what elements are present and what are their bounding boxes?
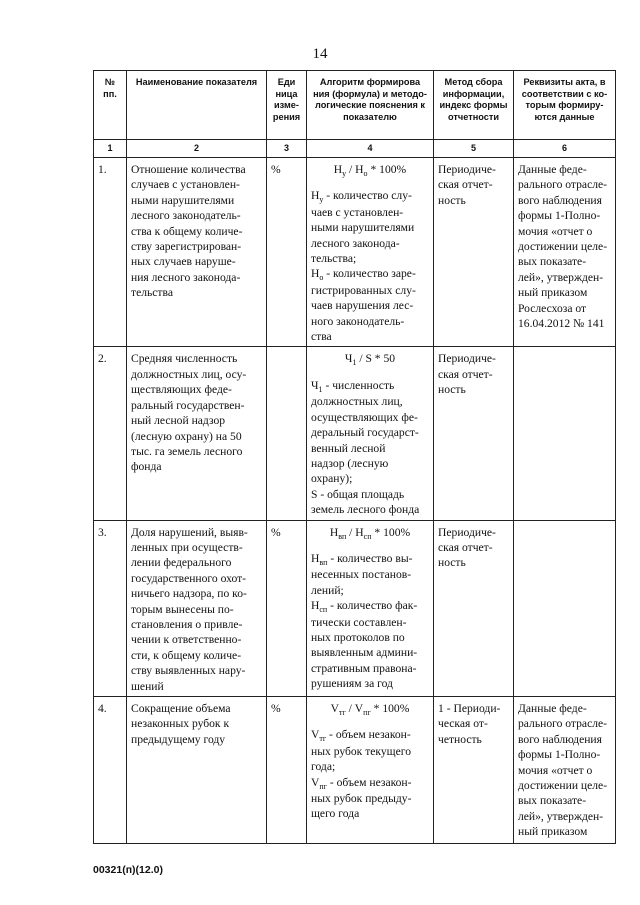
text-line: ность — [438, 383, 466, 397]
explanation-line — [311, 266, 429, 282]
text-line: ный приказом — [518, 286, 588, 300]
indicator-name — [127, 347, 267, 520]
explanation-text: - численность — [322, 378, 395, 392]
text-line: Данные феде- — [518, 163, 587, 176]
header-cell — [127, 71, 267, 140]
row-number: 4. — [94, 697, 127, 844]
text-line: информации, — [442, 88, 505, 99]
explanation-text: осуществляющих фе- — [311, 410, 418, 424]
explanation-text: - объем незакон- — [326, 728, 411, 742]
text-line: предыдущему году — [131, 732, 226, 746]
header-cell — [307, 71, 434, 140]
text-line: ных случаев наруше- — [131, 255, 236, 269]
algorithm-cell — [307, 347, 434, 520]
explanation-text: стративным правона- — [311, 661, 417, 675]
text-line: фонда — [131, 460, 162, 474]
formula-operator: / V — [345, 702, 364, 715]
column-number-row — [94, 140, 616, 158]
page-number: 14 — [312, 46, 328, 62]
variable-subscript: тг — [319, 734, 327, 744]
indicator-name — [127, 158, 267, 347]
formula-subscript: у — [342, 169, 347, 178]
text-line: рения — [272, 111, 301, 122]
explanation-text: ными нарушителями — [311, 221, 415, 235]
explanation-text: рушениям за год — [311, 677, 393, 691]
explanation-text: - количество фак- — [327, 599, 418, 613]
formula-operator: / Н — [346, 525, 364, 539]
text-line: тельства — [131, 286, 173, 300]
method-cell — [434, 347, 514, 520]
header-row — [94, 71, 616, 140]
text-line: ничьего надзора, по ко- — [131, 587, 247, 601]
algorithm-cell — [307, 520, 434, 696]
text-line: Данные феде- — [518, 702, 587, 715]
text-line: ленных при осуществ- — [131, 540, 243, 554]
explanation-line — [311, 645, 429, 660]
text-line: Реквизиты акта, в — [523, 77, 606, 87]
formula-symbol: Н — [329, 525, 339, 539]
formula-tail: * 100% — [367, 163, 407, 176]
unit-cell: % — [267, 697, 307, 844]
table-row — [94, 520, 616, 696]
text-line: отчетности — [447, 111, 499, 122]
explanation-line — [311, 676, 429, 691]
text-line: формы 1-Полно- — [518, 748, 601, 762]
text-line: должностных лиц, осу- — [131, 367, 247, 381]
variable-symbol: V — [311, 728, 320, 742]
explanation-line — [311, 759, 429, 774]
formula — [311, 701, 429, 717]
text-line: Средняя численность — [131, 352, 238, 366]
formula-subscript: вп — [338, 531, 347, 541]
explanation-text: выявленным админи- — [311, 646, 418, 660]
variable-subscript: у — [319, 195, 324, 205]
text-line: тыс. га земель лесного — [131, 444, 243, 458]
explanation-text: земель лесного фонда — [311, 503, 420, 517]
explanation-line — [311, 806, 429, 821]
header-cell — [434, 71, 514, 140]
explanation-text: года; — [311, 760, 336, 774]
text-line: ская отчет- — [438, 178, 493, 192]
explanation-line — [311, 251, 429, 266]
row-number: 1. — [94, 158, 127, 347]
method-cell — [434, 520, 514, 696]
unit-cell — [267, 347, 307, 520]
text-line: ница — [275, 88, 298, 99]
variable-subscript: вп — [319, 557, 328, 567]
variable-subscript: пг — [319, 781, 327, 791]
text-line: вых показате- — [518, 794, 587, 808]
text-line: чении к ответственно- — [131, 633, 242, 647]
variable-symbol: V — [311, 775, 320, 789]
table-row — [94, 347, 616, 520]
column-number: 6 — [514, 140, 616, 158]
formula-tail: * 100% — [371, 525, 411, 539]
indicators-table — [93, 70, 616, 844]
text-line: ческая от- — [438, 717, 488, 731]
variable-symbol: Н — [311, 267, 320, 281]
explanation-text: - объем незакон- — [326, 775, 412, 789]
text-line: Еди — [277, 77, 296, 87]
text-line: мочия «отчет о — [518, 763, 593, 777]
explanation-line — [311, 456, 429, 471]
explanation-text: надзор (лесную — [311, 456, 389, 470]
row-number: 2. — [94, 347, 127, 520]
explanation-text: чаев нарушения лес- — [311, 299, 414, 313]
explanation-line — [311, 236, 429, 251]
column-number: 2 — [127, 140, 267, 158]
explanation-line — [311, 598, 429, 614]
text-line: ская отчет- — [438, 367, 493, 381]
header-cell — [94, 71, 127, 140]
explanation-line — [311, 283, 429, 298]
text-line: рального отрасле- — [518, 178, 608, 192]
text-line: торым формиру- — [525, 100, 604, 110]
text-line: ность — [438, 193, 466, 207]
column-number: 3 — [267, 140, 307, 158]
algorithm-cell — [307, 158, 434, 347]
header-cell — [514, 71, 616, 140]
text-line: случаев с установлен- — [131, 178, 240, 192]
explanation-text: щего года — [311, 807, 360, 821]
requisites-cell — [514, 520, 616, 696]
explanation-text: лений; — [311, 583, 344, 597]
variable-symbol: Н — [311, 599, 320, 613]
formula-subscript: тг — [338, 708, 346, 717]
explanation-text: ства — [311, 330, 332, 344]
text-line: ния лесного законода- — [131, 270, 241, 284]
explanation-line — [311, 314, 429, 329]
requisites-cell — [514, 158, 616, 347]
text-line: Наименование показателя — [135, 77, 258, 87]
text-line: логические пояснения к — [314, 100, 426, 110]
variable-subscript: сп — [319, 605, 328, 615]
explanation-text: - количество вы- — [327, 551, 413, 565]
text-line: становления о привле- — [131, 617, 243, 631]
text-line: лении федерального — [131, 556, 232, 570]
explanation-text: охрану); — [311, 472, 353, 486]
text-line: незаконных рубок к — [131, 717, 230, 731]
column-number: 1 — [94, 140, 127, 158]
text-line: ству зарегистрирован- — [131, 240, 242, 254]
formula-symbol: Ч — [344, 352, 353, 366]
formula-tail: * 100% — [370, 702, 410, 715]
explanation-line — [311, 188, 429, 204]
text-line: соответствии с ко- — [521, 88, 608, 99]
formula-subscript: сп — [363, 531, 372, 541]
explanation-line — [311, 551, 429, 567]
formula-subscript: 1 — [352, 358, 357, 368]
text-line: № — [104, 77, 116, 87]
explanation-text: гистрированных слу- — [311, 283, 416, 297]
explanation-text: тельства; — [311, 252, 357, 266]
text-line: ния (формула) и методо- — [313, 88, 427, 99]
requisites-cell — [514, 347, 616, 520]
document-code: 00321(п)(12.0) — [93, 864, 163, 876]
explanation-line — [311, 425, 429, 440]
explanation-text: чаев с установлен- — [311, 205, 404, 219]
explanation-line — [311, 615, 429, 630]
variable-symbol: Н — [311, 551, 320, 565]
text-line: пп. — [103, 88, 117, 99]
formula — [311, 351, 429, 367]
explanation-text: ных рубок предыду- — [311, 792, 412, 806]
text-line: Алгоритм формирова — [319, 77, 421, 87]
text-line: ный лесной надзор — [131, 414, 226, 428]
explanation-text: S - общая площадь — [311, 487, 405, 501]
table-row — [94, 158, 616, 347]
table-row — [94, 697, 616, 844]
text-line: формы 1-Полно- — [518, 209, 601, 223]
explanation-line — [311, 791, 429, 806]
explanation-line — [311, 394, 429, 409]
unit-cell: % — [267, 158, 307, 347]
formula — [311, 525, 429, 541]
text-line: ность — [438, 556, 466, 570]
explanation-line — [311, 220, 429, 235]
explanation-line — [311, 727, 429, 743]
explanation-text: - количество заре- — [323, 267, 416, 281]
text-line: четность — [438, 732, 482, 746]
method-cell — [434, 158, 514, 347]
explanation-text: должностных лиц, — [311, 395, 403, 409]
variable-symbol: Н — [311, 189, 320, 203]
text-line: Сокращение объема — [131, 702, 231, 715]
explanation-line — [311, 630, 429, 645]
text-line: вых показате- — [518, 255, 587, 269]
text-line: государственного охот- — [131, 571, 247, 585]
text-line: ская отчет- — [438, 540, 493, 554]
text-line: изме- — [274, 100, 299, 110]
formula-subscript: пг — [363, 708, 371, 717]
formula-symbol: Н — [333, 163, 343, 176]
column-number: 5 — [434, 140, 514, 158]
indicator-name — [127, 697, 267, 844]
text-line: ства к общему количе- — [131, 224, 243, 238]
text-line: вого наблюдения — [518, 732, 602, 746]
explanation-text: - количество слу- — [323, 189, 412, 203]
text-line: Периодиче- — [438, 525, 496, 539]
explanation-text: несенных постанов- — [311, 568, 412, 582]
text-line: Рослесхоза от — [518, 301, 587, 315]
text-line: Периодиче- — [438, 163, 496, 176]
row-number: 3. — [94, 520, 127, 696]
text-line: 1 - Периоди- — [438, 702, 501, 715]
formula-operator: / Н — [346, 163, 364, 176]
explanation-line — [311, 583, 429, 598]
formula-subscript: о — [363, 169, 368, 178]
indicator-name — [127, 520, 267, 696]
text-line: ральный государствен- — [131, 398, 245, 412]
variable-subscript: 1 — [318, 384, 323, 394]
requisites-cell — [514, 697, 616, 844]
explanation-line — [311, 298, 429, 313]
text-line: индекс формы — [439, 100, 508, 110]
text-line: вого наблюдения — [518, 193, 602, 207]
explanation-line — [311, 410, 429, 425]
text-line: лей», утвержден- — [518, 270, 604, 284]
text-line: Метод сбора — [444, 77, 503, 87]
explanation-line — [311, 567, 429, 582]
text-line: ществляющих феде- — [131, 383, 232, 397]
explanation-text: тически составлен- — [311, 615, 407, 629]
explanation-line — [311, 487, 429, 502]
variable-subscript: о — [319, 273, 324, 283]
text-line: ству выявленных нару- — [131, 664, 246, 678]
text-line: ются данные — [534, 111, 595, 122]
text-line: ными нарушителями — [131, 193, 235, 207]
text-line: рального отрасле- — [518, 717, 608, 731]
column-number: 4 — [307, 140, 434, 158]
explanation-line — [311, 329, 429, 344]
explanation-text: ных рубок текущего — [311, 744, 412, 758]
explanation-text: ного законодатель- — [311, 314, 405, 328]
explanation-line — [311, 205, 429, 220]
explanation-line — [311, 744, 429, 759]
algorithm-cell — [307, 697, 434, 844]
text-line: показателю — [343, 111, 397, 122]
explanation-line — [311, 378, 429, 394]
text-line: мочия «отчет о — [518, 224, 593, 238]
text-line: достижении целе- — [518, 779, 608, 793]
text-line: ный приказом — [518, 825, 588, 839]
text-line: Доля нарушений, выяв- — [131, 525, 248, 539]
explanation-text: ных протоколов по — [311, 630, 405, 644]
formula — [311, 162, 429, 178]
unit-cell: % — [267, 520, 307, 696]
text-line: торым вынесены по- — [131, 602, 234, 616]
text-line: лесного законодатель- — [131, 209, 241, 223]
explanation-line — [311, 441, 429, 456]
text-line: лей», утвержден- — [518, 809, 604, 823]
explanation-line — [311, 775, 429, 791]
method-cell — [434, 697, 514, 844]
text-line: достижении целе- — [518, 240, 608, 254]
explanation-text: деральный государст- — [311, 426, 419, 440]
header-cell — [267, 71, 307, 140]
text-line: (лесную охрану) на 50 — [131, 429, 242, 443]
formula-symbol: V — [330, 702, 339, 715]
explanation-line — [311, 502, 429, 517]
formula-operator: / S * 50 — [356, 352, 396, 366]
text-line: сти, к общему количе- — [131, 648, 242, 662]
variable-symbol: Ч — [311, 378, 319, 392]
text-line: Отношение количества — [131, 163, 246, 176]
explanation-line — [311, 661, 429, 676]
text-line: Периодиче- — [438, 352, 496, 366]
explanation-text: венный лесной — [311, 441, 386, 455]
text-line: шений — [131, 679, 164, 693]
text-line: 16.04.2012 № 141 — [518, 317, 605, 331]
explanation-text: лесного законода- — [311, 236, 400, 250]
explanation-line — [311, 471, 429, 486]
